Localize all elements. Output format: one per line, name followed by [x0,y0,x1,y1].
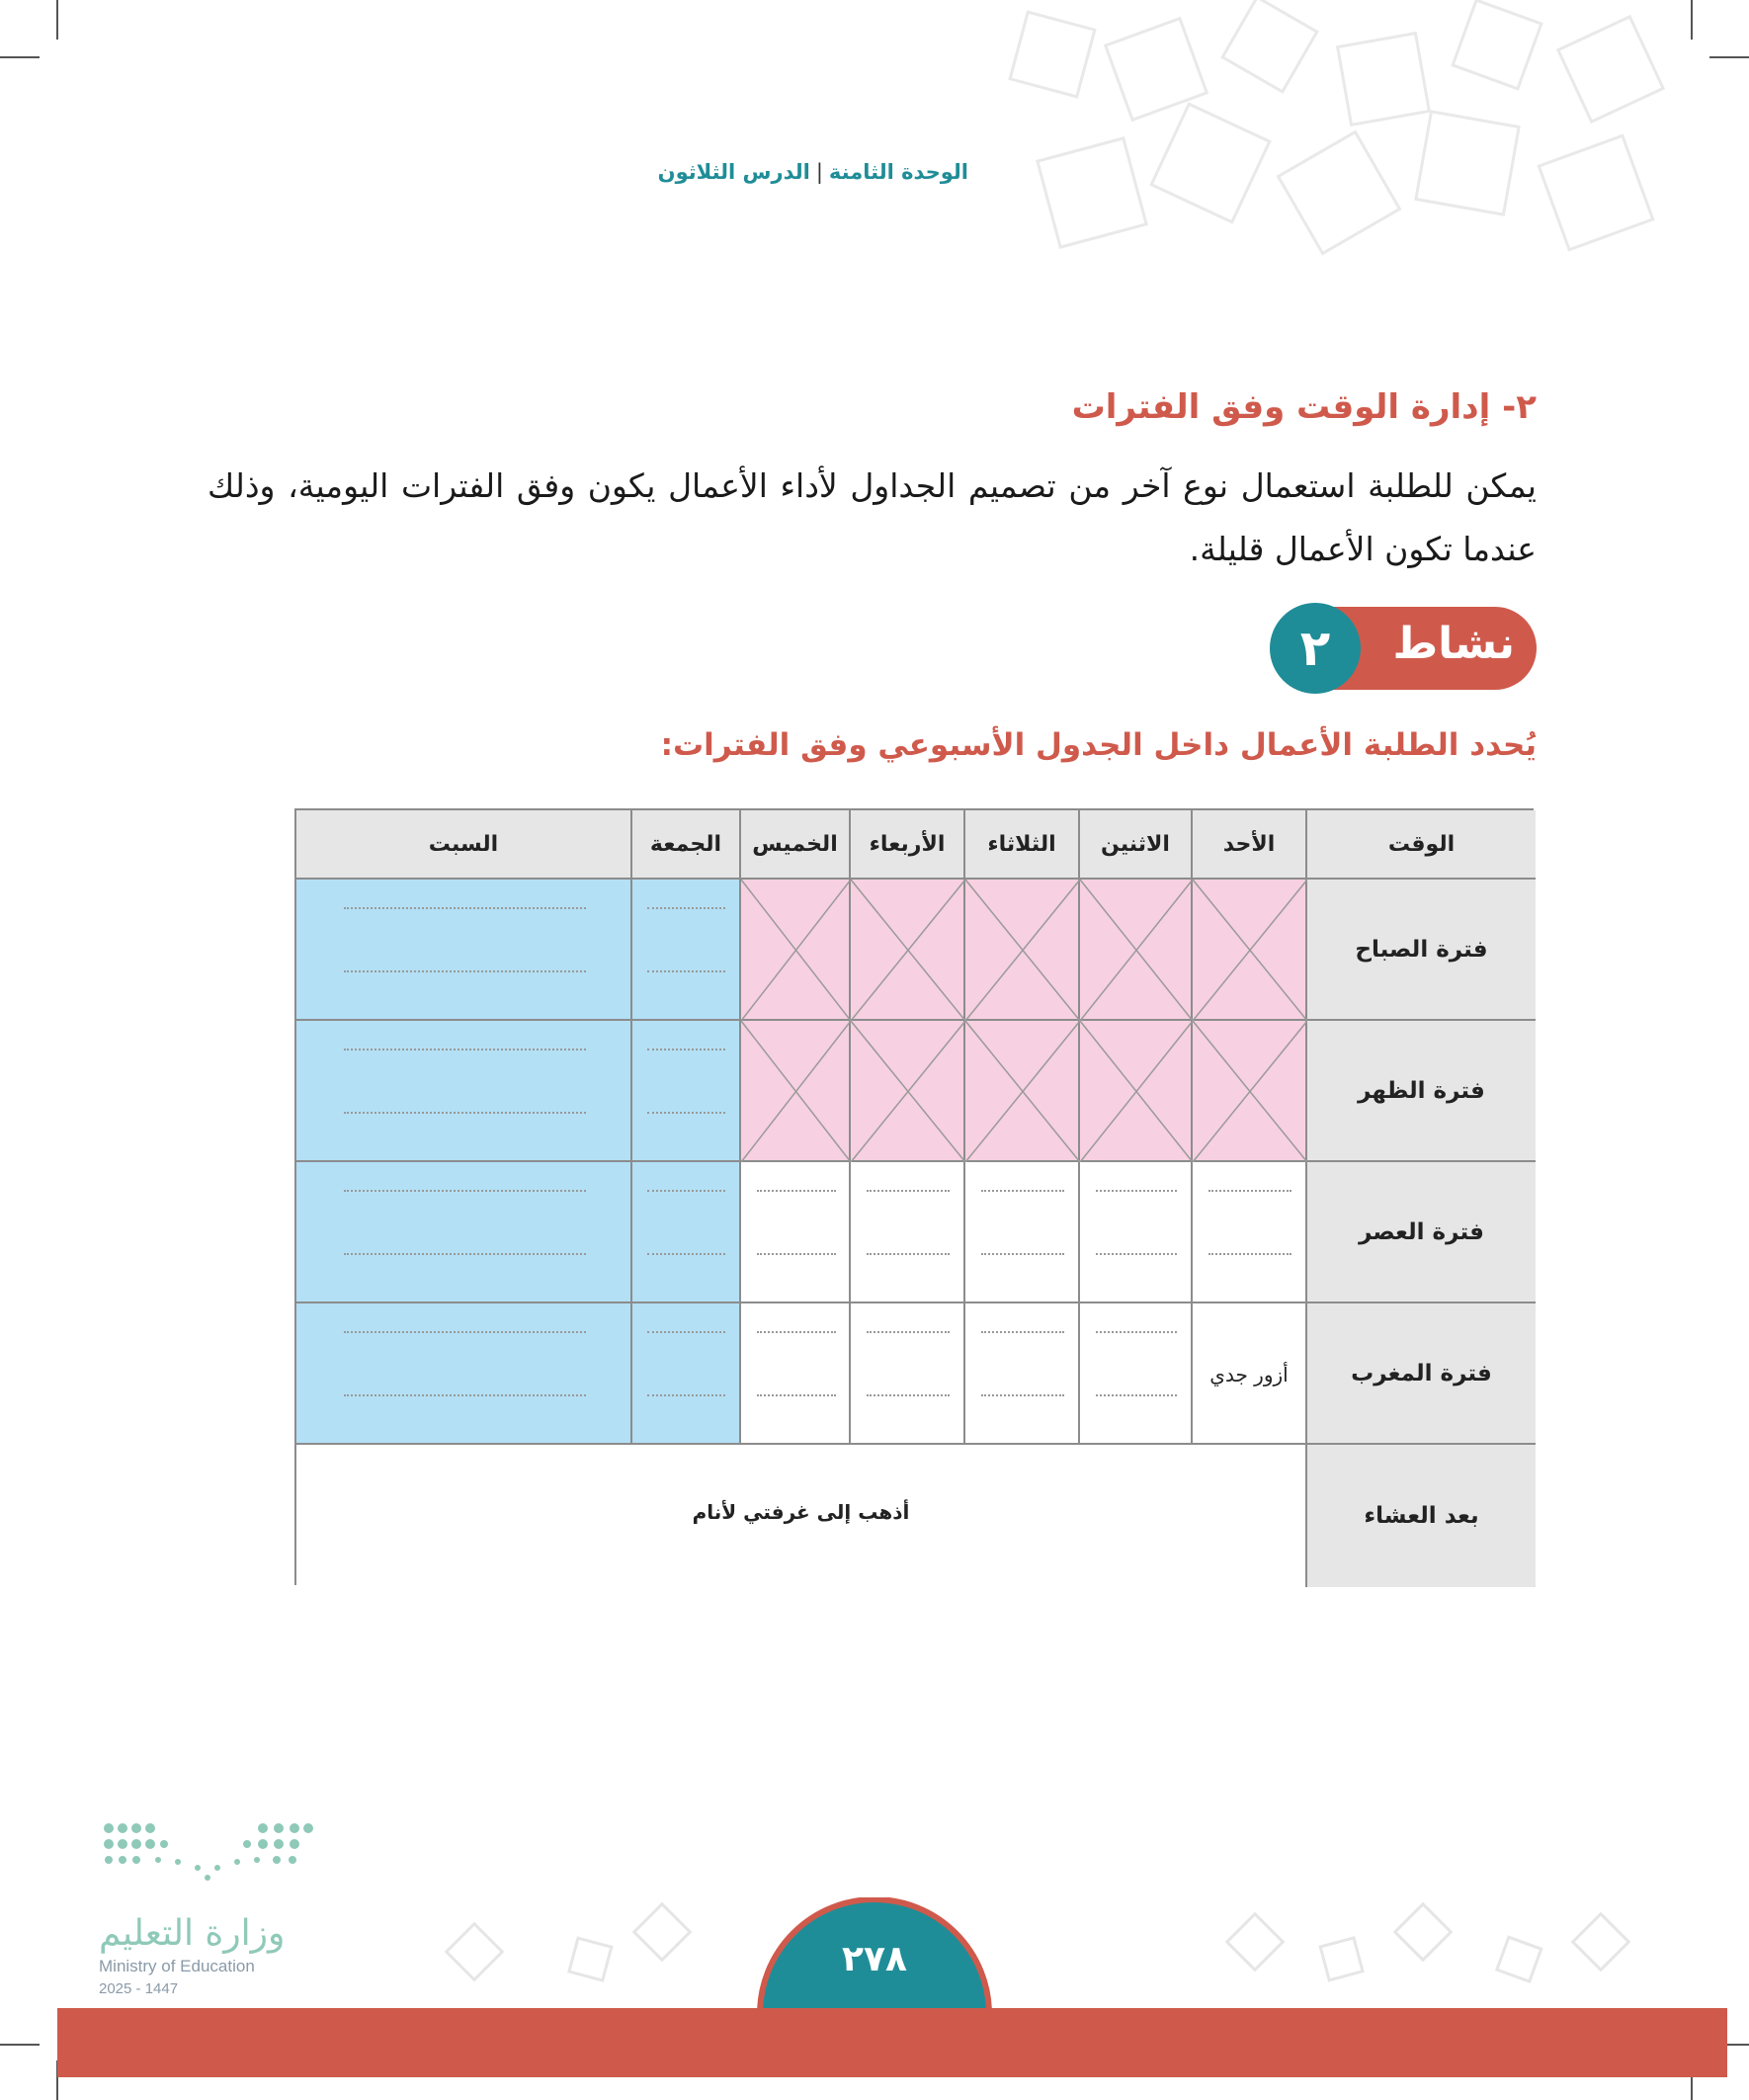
table-header-day: الجمعة [632,810,741,880]
writing-line [647,1394,725,1396]
cross-mark-icon [1193,880,1307,1021]
schedule-cell [296,1021,632,1162]
writing-line [647,970,725,972]
weekly-schedule-table [294,808,1534,1585]
writing-line [757,1253,836,1255]
writing-line [981,1394,1064,1396]
blocked-cell [741,880,851,1021]
decorative-pattern [0,0,1749,296]
writing-line [757,1331,836,1333]
writing-line [757,1190,836,1192]
writing-line [647,1331,725,1333]
writing-line [981,1253,1064,1255]
writing-line [647,907,725,909]
footer-bar [57,2008,1727,2077]
writing-line [344,1049,586,1050]
after-isha-cell [296,1445,1307,1587]
ministry-name-arabic: وزارة التعليم [99,1913,286,1954]
schedule-cell [965,1162,1080,1303]
running-header [277,160,968,184]
cross-mark-icon [1193,1021,1307,1162]
table-header-day: السبت [296,810,632,880]
cross-mark-icon [741,880,851,1021]
writing-line [344,907,586,909]
writing-line [1096,1394,1177,1396]
lesson-label: الدرس الثلاثون [657,160,810,184]
schedule-cell [632,1021,741,1162]
activity-label: نشاط [1392,619,1515,669]
table-header-day: الأحد [1193,810,1307,880]
writing-line [867,1253,950,1255]
header-separator: | [815,160,823,184]
ministry-name-english: Ministry of Education [99,1957,255,1975]
footer-pattern [395,1892,1680,2006]
period-label: فترة العصر [1307,1162,1536,1303]
writing-line [867,1394,950,1396]
schedule-cell [965,1303,1080,1445]
activity-badge [1270,603,1537,694]
writing-line [647,1112,725,1114]
crop-mark [0,2044,40,2046]
writing-line [344,1253,586,1255]
schedule-cell [1193,1162,1307,1303]
writing-line [867,1190,950,1192]
ministry-year: 2025 - 1447 [99,1980,179,1997]
table-header-time: الوقت [1307,810,1536,880]
writing-line [647,1049,725,1050]
schedule-cell [632,1303,741,1445]
cross-mark-icon [1080,1021,1193,1162]
writing-line [647,1253,725,1255]
blocked-cell [1080,880,1193,1021]
schedule-cell [296,1303,632,1445]
activity-number: ٢ [1270,603,1361,694]
schedule-cell [741,1162,851,1303]
writing-line [1208,1190,1291,1192]
maghrib-sunday-entry: أزور جدي [1209,1363,1289,1386]
ministry-logo-icon [99,1818,316,1907]
section-body: يمكن للطلبة استعمال نوع آخر من تصميم الجداول لأداء الأعمال يكون وفق الفترات اليومية، وذلك عندما تكون الأعمال قليلة. [208,466,1537,568]
writing-line [1096,1331,1177,1333]
period-label: فترة الظهر [1307,1021,1536,1162]
cross-mark-icon [965,880,1080,1021]
writing-line [867,1331,950,1333]
blocked-cell [1193,1021,1307,1162]
table-header-day: الثلاثاء [965,810,1080,880]
period-label: بعد العشاء [1307,1445,1536,1587]
cross-mark-icon [851,1021,965,1162]
period-label: فترة الصباح [1307,880,1536,1021]
page-number: ٢٧٨ [842,1939,907,1979]
table-header-day: الخميس [741,810,851,880]
schedule-cell [1080,1162,1193,1303]
writing-line [1208,1253,1291,1255]
cross-mark-icon [1080,880,1193,1021]
writing-line [1096,1253,1177,1255]
table-header-day: الاثنين [1080,810,1193,880]
table-header-day: الأربعاء [851,810,965,880]
writing-line [981,1331,1064,1333]
schedule-cell [632,880,741,1021]
activity-instruction: يُحدد الطلبة الأعمال داخل الجدول الأسبوعي وفق الفترات: [660,727,1537,763]
period-label: فترة المغرب [1307,1303,1536,1445]
writing-line [344,970,586,972]
blocked-cell [965,1021,1080,1162]
writing-line [344,1394,586,1396]
schedule-cell [1193,1303,1307,1445]
writing-line [647,1190,725,1192]
schedule-cell [296,1162,632,1303]
blocked-cell [741,1021,851,1162]
schedule-cell [741,1303,851,1445]
writing-line [344,1112,586,1114]
schedule-cell [632,1162,741,1303]
writing-line [1096,1190,1177,1192]
schedule-cell [296,880,632,1021]
schedule-cell [1080,1303,1193,1445]
blocked-cell [1080,1021,1193,1162]
section-title: ٢- إدارة الوقت وفق الفترات [1071,387,1537,427]
after-isha-entry: أذهب إلى غرفتي لأنام [692,1500,910,1524]
schedule-cell [851,1303,965,1445]
blocked-cell [1193,880,1307,1021]
writing-line [344,1190,586,1192]
cross-mark-icon [741,1021,851,1162]
unit-label: الوحدة الثامنة [828,160,968,184]
blocked-cell [965,880,1080,1021]
writing-line [757,1394,836,1396]
writing-line [344,1331,586,1333]
blocked-cell [851,1021,965,1162]
schedule-cell [851,1162,965,1303]
cross-mark-icon [965,1021,1080,1162]
writing-line [981,1190,1064,1192]
cross-mark-icon [851,880,965,1021]
blocked-cell [851,880,965,1021]
